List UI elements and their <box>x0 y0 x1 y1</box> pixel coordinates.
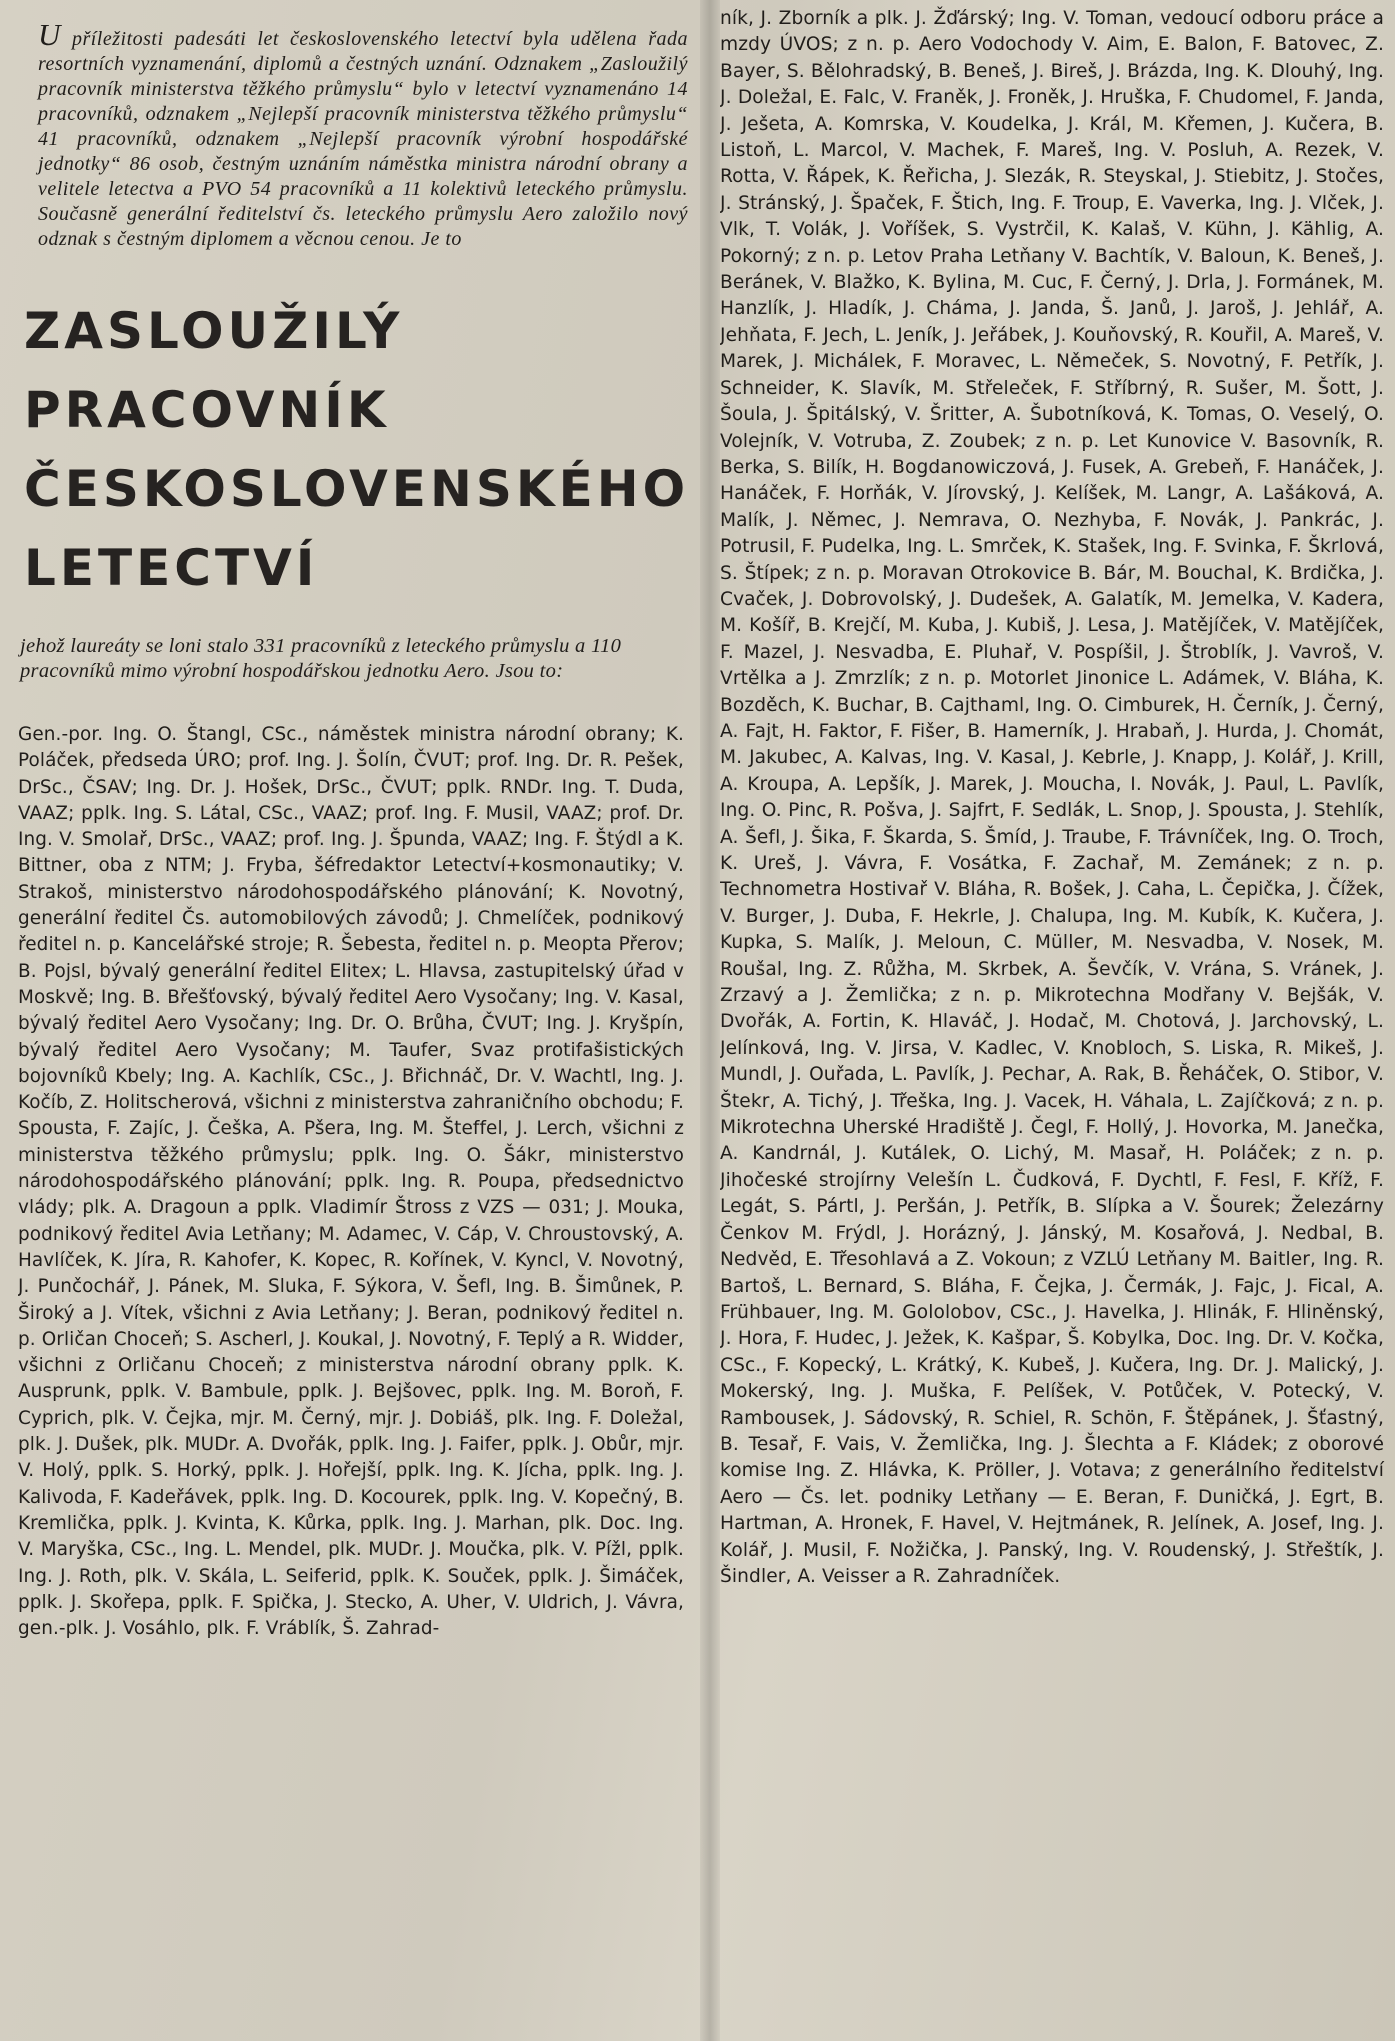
headline-line-3: ČESKOSLOVENSKÉHO <box>24 460 690 518</box>
intro-paragraph <box>38 17 688 252</box>
laureates-list-right: ník, J. Zborník a plk. J. Žďárský; Ing. V. Toman, vedoucí odboru práce a mzdy ÚVOS; z n. p. Aero Vodochody V. Aim, E. Balon, F. Batovec, Z. Bayer, S. Bělohradský, B. Beneš, J. Bireš, J. Brázda, Ing. K. Dlouhý, Ing. J. Doležal, E. Falc, V. Franěk, J. Froněk, J. Hruška, F. Chudomel, F. Janda, J. Ješeta, A. Komrska, V. Koudelka, J. Král, M. Křemen, J. Kučera, B. Listoň, L. Marcol, V. Machek, F. Mareš, Ing. V. Posluh, A. Rezek, V. Rotta, V. Řápek, K. Řeřicha, J. Slezák, R. Steyskal, J. Stiebitz, J. Stočes, J. Stránský, J. Špaček, F. Štich, Ing. F. Troup, E. Vaverka, Ing. J. Vlček, J. Vlk, T. Volák, J. Voříšek, S. Vystrčil, K. Kalaš, V. Kühn, J. Kählig, A. Pokorný; z n. p. Letov Praha Letňany V. Bachtík, V. Baloun, K. Beneš, J. Beránek, V. Blažko, K. Bylina, M. Cuc, F. Černý, J. Drla, J. Formánek, M. Hanzlík, J. Hladík, J. Cháma, J. Janda, Š. Janů, J. Jaroš, J. Jehlář, A. Jehňata, F. Jech, L. Jeník, J. Jeřábek, J. Kouňovský, R. Kouřil, A. Mareš, V. Marek, J. Michálek, F. Moravec, L. Němeček, S. Novotný, F. Petřík, J. Schneider, K. Slavík, M. Střeleček, F. Stříbrný, R. Sušer, M. Šott, J. Šoula, J. Špitálský, V. Šritter, A. Šubotníková, K. Tomas, O. Veselý, O. Volejník, V. Votruba, Z. Zoubek; z n. p. Let Kunovice V. Basovník, R. Berka, S. Bilík, H. Bogdanowiczová, J. Fusek, A. Grebeň, F. Hanáček, J. Hanáček, F. Horňák, V. Jírovský, J. Kelíšek, M. Langr, A. Lašáková, A. Malík, J. Němec, J. Nemrava, O. Nezhyba, F. Novák, J. Pankrác, J. Potrusil, F. Pudelka, Ing. L. Smrček, K. Stašek, Ing. F. Svinka, F. Škrlová, S. Štípek; z n. p. Moravan Otrokovice B. Bár, M. Bouchal, K. Brdička, J. Cvaček, J. Dobrovolský, J. Dudešek, A. Galatík, M. Jemelka, V. Kadera, M. Košíř, B. Krejčí, M. Kuba, J. Kubiš, J. Lesa, J. Matějíček, V. Matějíček, F. Mazel, J. Nesvadba, E. Pluhař, V. Pospíšil, J. Štroblík, J. Vavroš, V. Vrtělka a J. Zmrzlík; z n. p. Motorlet Jinonice L. Adámek, V. Bláha, K. Bozděch, K. Buchar, B. Cajthaml, Ing. O. Cimburek, H. Černík, J. Černý, A. Fajt, H. Faktor, F. Fišer, B. Hamerník, J. Hrabaň, J. Hurda, J. Chomát, M. Jakubec, A. Kalvas, Ing. V. Kasal, J. Kebrle, J. Knapp, J. Kolář, J. Krill, A. Kroupa, A. Lepšík, J. Marek, J. Moucha, I. Novák, J. Paul, L. Pavlík, Ing. O. Pinc, R. Pošva, J. Sajfrt, F. Sedlák, L. Snop, J. Spousta, J. Stehlík, A. Šefl, J. Šika, F. Škarda, S. Šmíd, J. Traube, F. Trávníček, Ing. O. Troch, K. Ureš, J. Vávra, F. Vosátka, F. Zachař, M. Zemánek; z n. p. Technometra Hostivař V. Bláha, R. Bošek, J. Caha, L. Čepička, J. Čížek, V. Burger, J. Duba, F. Hekrle, J. Chalupa, Ing. M. Kubík, K. Kučera, J. Kupka, S. Malík, J. Meloun, C. Müller, M. Nesvadba, V. Nosek, M. Roušal, Ing. Z. Růžha, M. Skrbek, A. Ševčík, V. Vrána, S. Vránek, J. Zrzavý a J. Žemlička; z n. p. Mikrotechna Modřany V. Bejšák, V. Dvořák, A. Fortin, K. Hlaváč, J. Hodač, M. Chotová, J. Jarchovský, L. Jelínková, Ing. V. Jirsa, V. Kadlec, V. Knobloch, S. Liska, R. Mikeš, J. Mundl, J. Ouřada, L. Pavlík, J. Pechar, A. Rak, B. Řeháček, O. Stibor, V. Štekr, A. Tichý, J. Třeška, Ing. J. Vacek, H. Váhala, L. Zajíčková; z n. p. Mikrotechna Uherské Hradiště J. Čegl, F. Hollý, J. Hovorka, M. Janečka, A. Kandrnál, J. Kutálek, O. Lichý, M. Masař, H. Poláček; z n. p. Jihočeské strojírny Velešín L. Čudková, F. Dychtl, F. Fesl, F. Kříž, F. Legát, S. Pártl, J. Peršán, J. Petřík, B. Slípka a V. Šourek; Železárny Čenkov M. Frýdl, J. Horázný, J. Jánský, M. Kosařová, J. Nedbal, B. Nedvěd, E. Třesohlavá a Z. Vokoun; z VZLÚ Letňany M. Baitler, Ing. R. Bartoš, L. Bernard, S. Bláha, F. Čejka, J. Čermák, J. Fajc, J. Fical, A. Frühbauer, Ing. M. Gololobov, CSc., J. Havelka, J. Hlinák, F. Hliněnský, J. Hora, F. Hudec, J. Ježek, K. Kašpar, Š. Kobylka, Doc. Ing. Dr. V. Kočka, CSc., F. Kopecký, L. Krátký, K. Kubeš, J. Kučera, Ing. Dr. J. Malický, J. Mokerský, Ing. J. Muška, F. Pelíšek, V. Potůček, V. Potecký, V. Rambousek, J. Sádovský, R. Schiel, R. Schön, F. Štěpánek, J. Šťastný, B. Tesař, F. Vais, V. Žemlička, Ing. J. Šlechta a F. Kládek; z oborové komise Ing. Z. Hlávka, K. Pröller, J. Votava; z generálního ředitelství Aero — Čs. let. podniky Letňany — E. Beran, F. Duničká, J. Egrt, B. Hartman, A. Hronek, F. Havel, V. Hejtmánek, R. Jelínek, A. Josef, Ing. J. Kolář, J. Musil, F. Nožička, J. Panský, Ing. V. Roudenský, J. Střeštík, J. Šindler, A. Veisser a R. Zahradníček. <box>720 8 1384 1587</box>
page-gutter-shadow <box>700 0 720 2041</box>
headline-line-4: LETECTVÍ <box>24 539 319 597</box>
left-column <box>18 14 690 2034</box>
article-headline <box>24 292 690 608</box>
article-subtitle: jehož laureáty se loni stalo 331 pracovníků z leteckého průmyslu a 110 pracovníků mimo výrobní hospodářskou jednotku Aero. Jsou to: <box>20 635 622 682</box>
headline-line-2: PRACOVNÍK <box>24 381 390 439</box>
intro-initial: U <box>38 17 61 52</box>
laureates-list-left: Gen.-por. Ing. O. Štangl, CSc., náměstek ministra národní obrany; K. Poláček, předseda ÚRO; prof. Ing. J. Šolín, ČVUT; prof. Ing. Dr. R. Pešek, DrSc., ČSAV; Ing. Dr. J. Hošek, DrSc., ČVUT; pplk. RNDr. Ing. T. Duda, VAAZ; pplk. Ing. S. Látal, CSc., VAAZ; prof. Ing. F. Musil, VAAZ; prof. Dr. Ing. V. Smolař, DrSc., VAAZ; prof. Ing. J. Špunda, VAAZ; Ing. F. Štýdl a K. Bittner, oba z NTM; J. Fryba, šéfredaktor Letectví+kosmonautiky; V. Strakoš, ministerstvo národohospodářského plánování; K. Novotný, generální ředitel Čs. automobilových závodů; J. Chmelíček, podnikový ředitel n. p. Kancelářské stroje; R. Šebesta, ředitel n. p. Meopta Přerov; B. Pojsl, bývalý generální ředitel Elitex; L. Hlavsa, zastupitelský úřad v Moskvě; Ing. B. Břešťovský, bývalý ředitel Aero Vysočany; Ing. V. Kasal, bývalý ředitel Aero Vysočany; Ing. Dr. O. Brůha, ČVUT; Ing. J. Kryšpín, bývalý ředitel Aero Vysočany; M. Taufer, Svaz protifašistických bojovníků Kbely; Ing. A. Kachlík, CSc., J. Břichnáč, Dr. V. Wachtl, Ing. J. Kočíb, Z. Holitscherová, všichni z ministerstva zahraničního obchodu; F. Spousta, F. Zajíc, J. Češka, A. Pšera, Ing. M. Šteffel, J. Lerch, všichni z ministerstva těžkého průmyslu; pplk. Ing. O. Šákr, ministerstvo národohospodářského plánování; pplk. Ing. R. Poupa, předsednictvo vlády; plk. A. Dragoun a pplk. Vladimír Štross z VZS — 031; J. Mouka, podnikový ředitel Avia Letňany; M. Adamec, V. Cáp, V. Chroustovský, A. Havlíček, K. Jíra, R. Kahofer, K. Kopec, R. Kořínek, V. Kyncl, V. Novotný, J. Punčochář, J. Pánek, M. Sluka, F. Sýkora, V. Šefl, Ing. B. Šimůnek, P. Široký a J. Vítek, všichni z Avia Letňany; J. Beran, podnikový ředitel n. p. Orličan Choceň; S. Ascherl, J. Koukal, J. Novotný, F. Teplý a R. Widder, všichni z Orličanu Choceň; z ministerstva národní obrany pplk. K. Ausprunk, pplk. V. Bambule, pplk. J. Bejšovec, pplk. Ing. M. Boroň, F. Cyprich, plk. V. Čejka, mjr. M. Černý, mjr. J. Dobiáš, plk. Ing. F. Doležal, plk. J. Dušek, plk. MUDr. A. Dvořák, pplk. Ing. J. Faifer, pplk. J. Obůr, mjr. V. Holý, pplk. S. Horký, pplk. J. Hořejší, pplk. Ing. K. Jícha, pplk. Ing. J. Kalivoda, F. Kadeřávek, pplk. Ing. D. Kocourek, pplk. Ing. V. Kopečný, B. Kremlička, pplk. J. Kvinta, K. Kůrka, pplk. Ing. J. Marhan, plk. Doc. Ing. V. Maryška, CSc., Ing. L. Mendel, plk. MUDr. J. Moučka, plk. V. Pížl, pplk. Ing. J. Roth, plk. V. Skála, L. Seiferid, pplk. K. Souček, pplk. J. Šimáček, pplk. J. Skořepa, pplk. F. Spička, J. Stecko, A. Uher, V. Uldrich, J. Vávra, gen.-plk. J. Vosáhlo, plk. F. Vráblík, Š. Zahrad- <box>18 724 684 1640</box>
right-column <box>720 6 1388 2036</box>
intro-text: příležitosti padesáti let československého letectví byla udělena řada resortních vyznamenání, diplomů a čestných uznání. Odznakem „Zasloužilý pracovník ministerstva těžkého průmyslu“ bylo v letectví vyznamenáno 14 pracovníků, odznakem „Nejlepší pracovník ministerstva těžkého průmyslu“ 41 pracovníků, odznakem „Nejlepší pracovník výrobní hospodářské jednotky“ 86 osob, čestným uznáním náměstka ministra národní obrany a velitele letectva a PVO 54 pracovníků a 11 kolektivů leteckého průmyslu. Současně generální ředitelství čs. leteckého průmyslu Aero založilo nový odznak s čestným diplomem a věcnou cenou. Je to <box>38 28 688 250</box>
headline-line-1: ZASLOUŽILÝ <box>24 302 404 360</box>
